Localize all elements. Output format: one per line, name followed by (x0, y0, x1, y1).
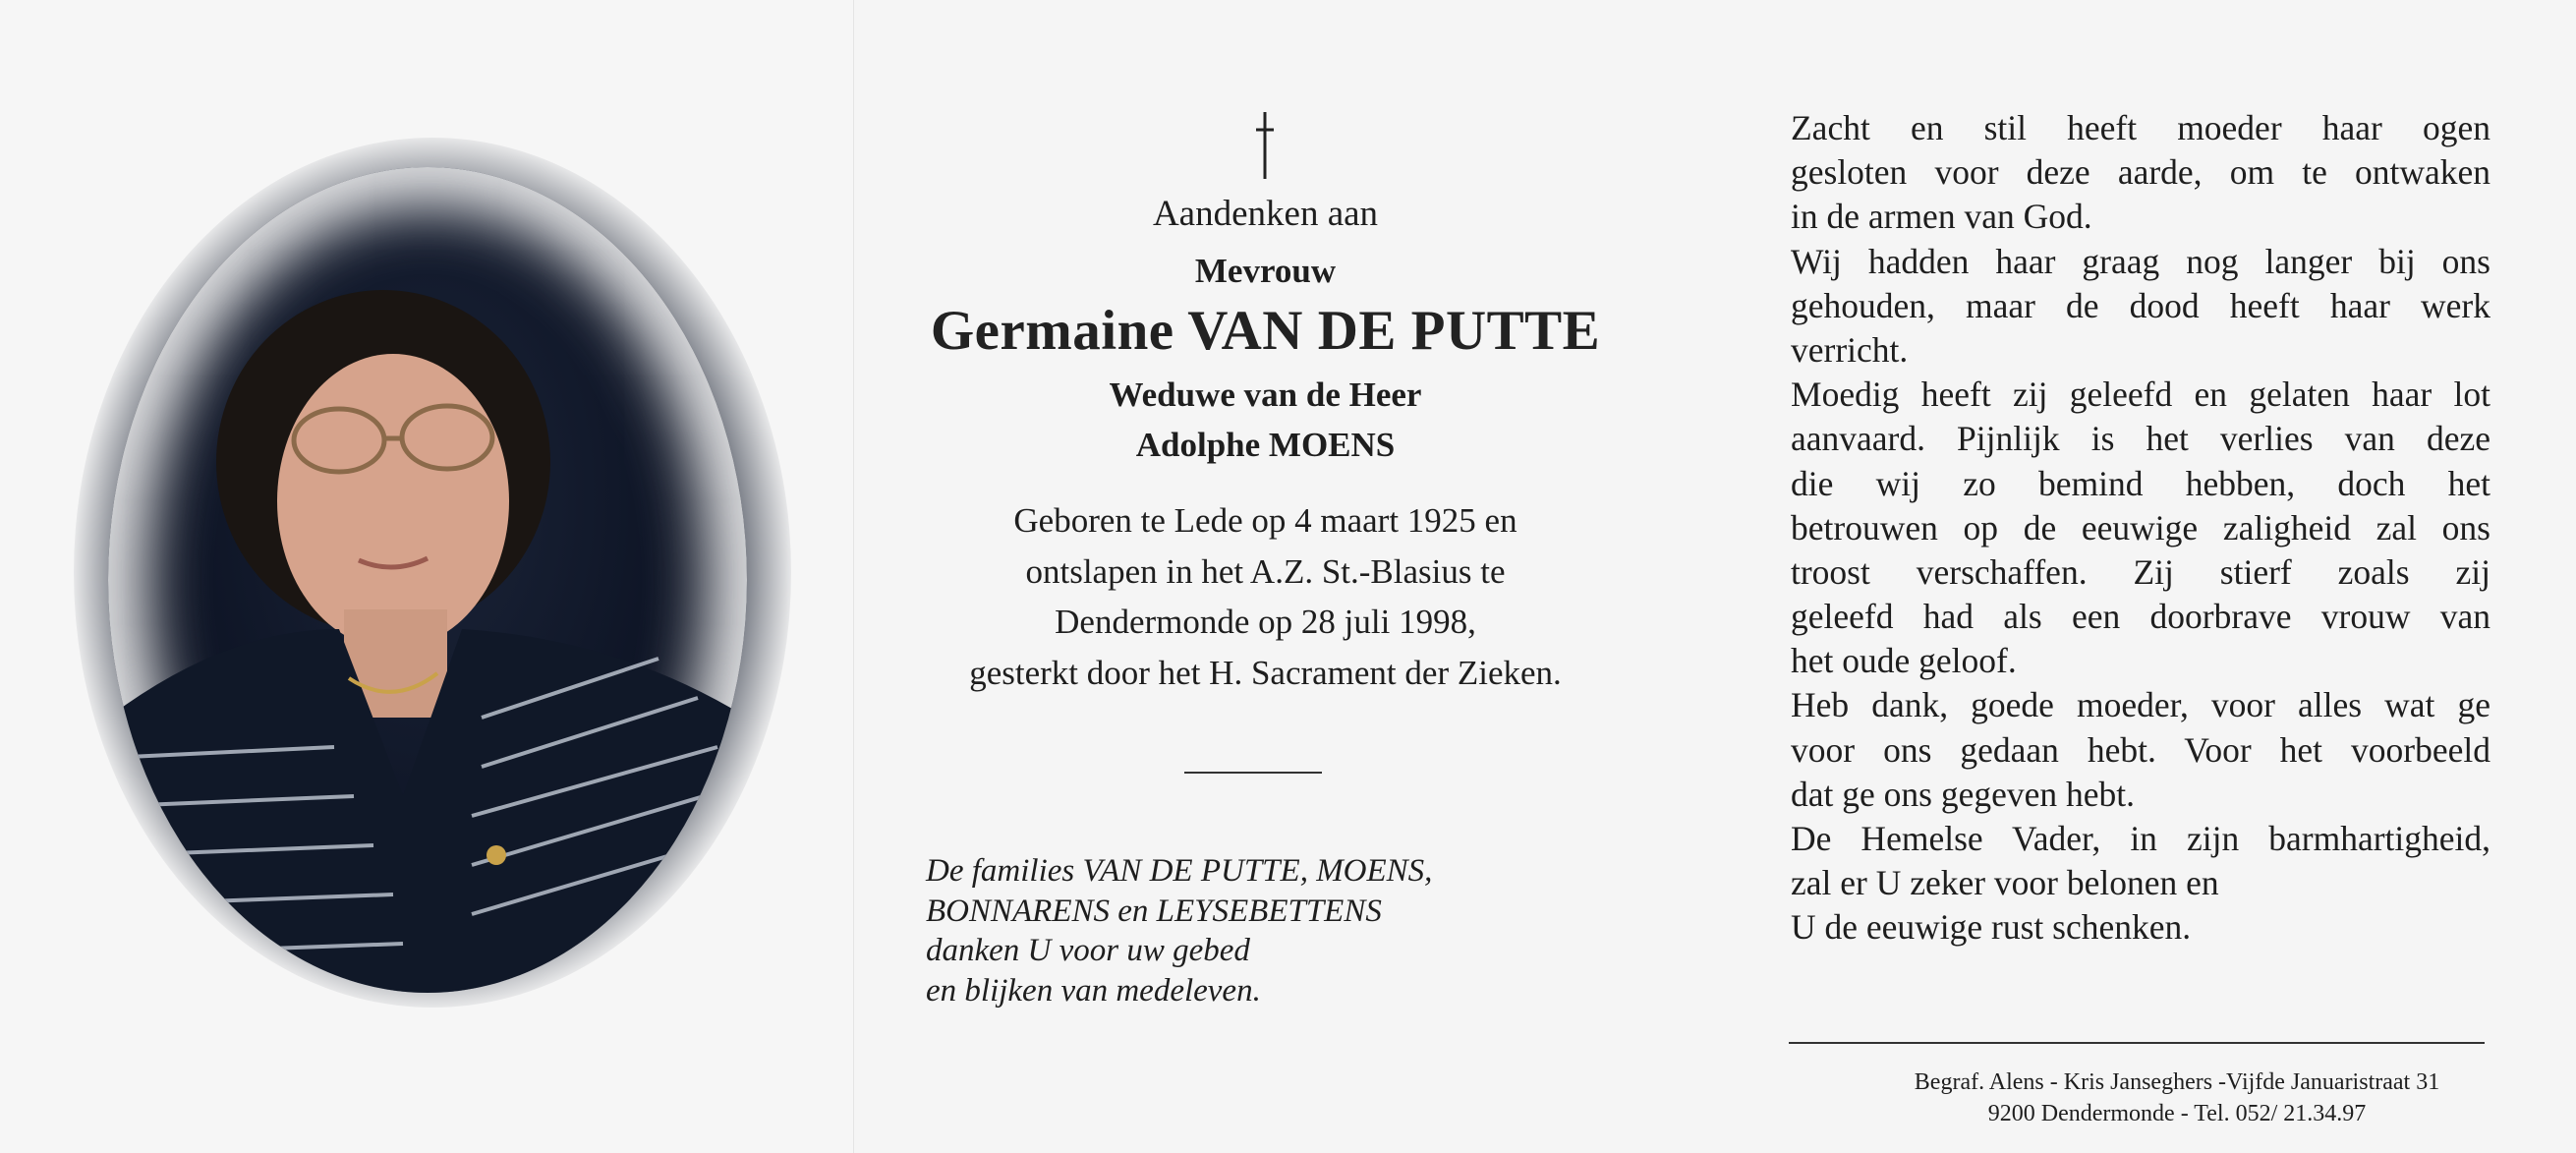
latin-cross-icon (1250, 110, 1280, 181)
deceased-name: Germaine VAN DE PUTTE (930, 300, 1601, 362)
biography (885, 495, 1646, 698)
portrait-illustration (108, 167, 747, 993)
poem-line: dat ge ons gegeven hebt. (1791, 774, 2135, 814)
poem-line: troost verschaffen. Zij stierf zoals zij (1791, 551, 2490, 592)
bio-line: gesterkt door het H. Sacrament der Zieken. (969, 653, 1562, 692)
poem-line: in de armen van God. (1791, 197, 2092, 237)
spouse-name: Adolphe MOENS (1135, 426, 1396, 464)
poem-line: aanvaard. Pijnlijk is het verlies van deze (1791, 419, 2490, 459)
thanks-line: danken U voor uw gebed (926, 933, 1250, 968)
thanks-line: en blijken van medeleven. (926, 972, 1261, 1009)
poem-line: gesloten voor deze aarde, om te ontwaken (1791, 152, 2490, 193)
bio-line: Geboren te Lede op 4 maart 1925 en (1013, 501, 1517, 540)
intro-text: Aandenken aan (1152, 194, 1379, 234)
poem-line: verricht. (1791, 329, 1909, 370)
poem-line: Wij hadden haar graag nog langer bij ons (1791, 241, 2490, 281)
family-thanks (926, 851, 1614, 1010)
poem-line: het oude geloof. (1791, 641, 2017, 681)
printer-line: 9200 Dendermonde - Tel. 052/ 21.34.97 (1987, 1101, 2367, 1126)
footer-divider (1789, 1042, 2485, 1044)
thanks-line: BONNARENS en LEYSEBETTENS (926, 893, 1382, 929)
poem-line: betrouwen op de eeuwige zaligheid zal ons (1791, 507, 2490, 548)
bio-line: ontslapen in het A.Z. St.-Blasius te (1025, 551, 1506, 591)
poem-line: die wij zo bemind hebben, doch het (1791, 463, 2490, 503)
poem-line: Zacht en stil heeft moeder haar ogen (1791, 108, 2490, 147)
printer-line: Begraf. Alens - Kris Janseghers -Vijfde Januaristraat 31 (1914, 1069, 2440, 1095)
poem-line: Moedig heeft zij geleefd en gelaten haar lot (1791, 375, 2490, 415)
thanks-line: De families VAN DE PUTTE, MOENS, (926, 853, 1433, 889)
portrait-photo (108, 167, 747, 993)
poem-line: De Hemelse Vader, in zijn barmhartigheid, (1791, 819, 2490, 858)
widow-of-label: Weduwe van de Heer (1109, 375, 1422, 414)
poem-line: geleefd had als een doorbrave vrouw van (1791, 597, 2490, 637)
poem-line: gehouden, maar de dood heeft haar werk (1791, 285, 2490, 325)
poem-line: zal er U zeker voor belonen en (1791, 863, 2219, 903)
printer-credit (1789, 1067, 2565, 1129)
bio-line: Dendermonde op 28 juli 1998, (1055, 603, 1476, 641)
divider (1184, 772, 1322, 774)
poem-line: U de eeuwige rust schenken. (1791, 907, 2192, 948)
poem-line: Heb dank, goede moeder, voor alles wat ge (1791, 685, 2490, 725)
honorific: Mevrouw (1194, 252, 1337, 290)
photo-panel (0, 0, 854, 1153)
poem-line: voor ons gedaan hebt. Voor het voorbeeld (1791, 729, 2490, 770)
memorial-poem (1791, 106, 2490, 951)
